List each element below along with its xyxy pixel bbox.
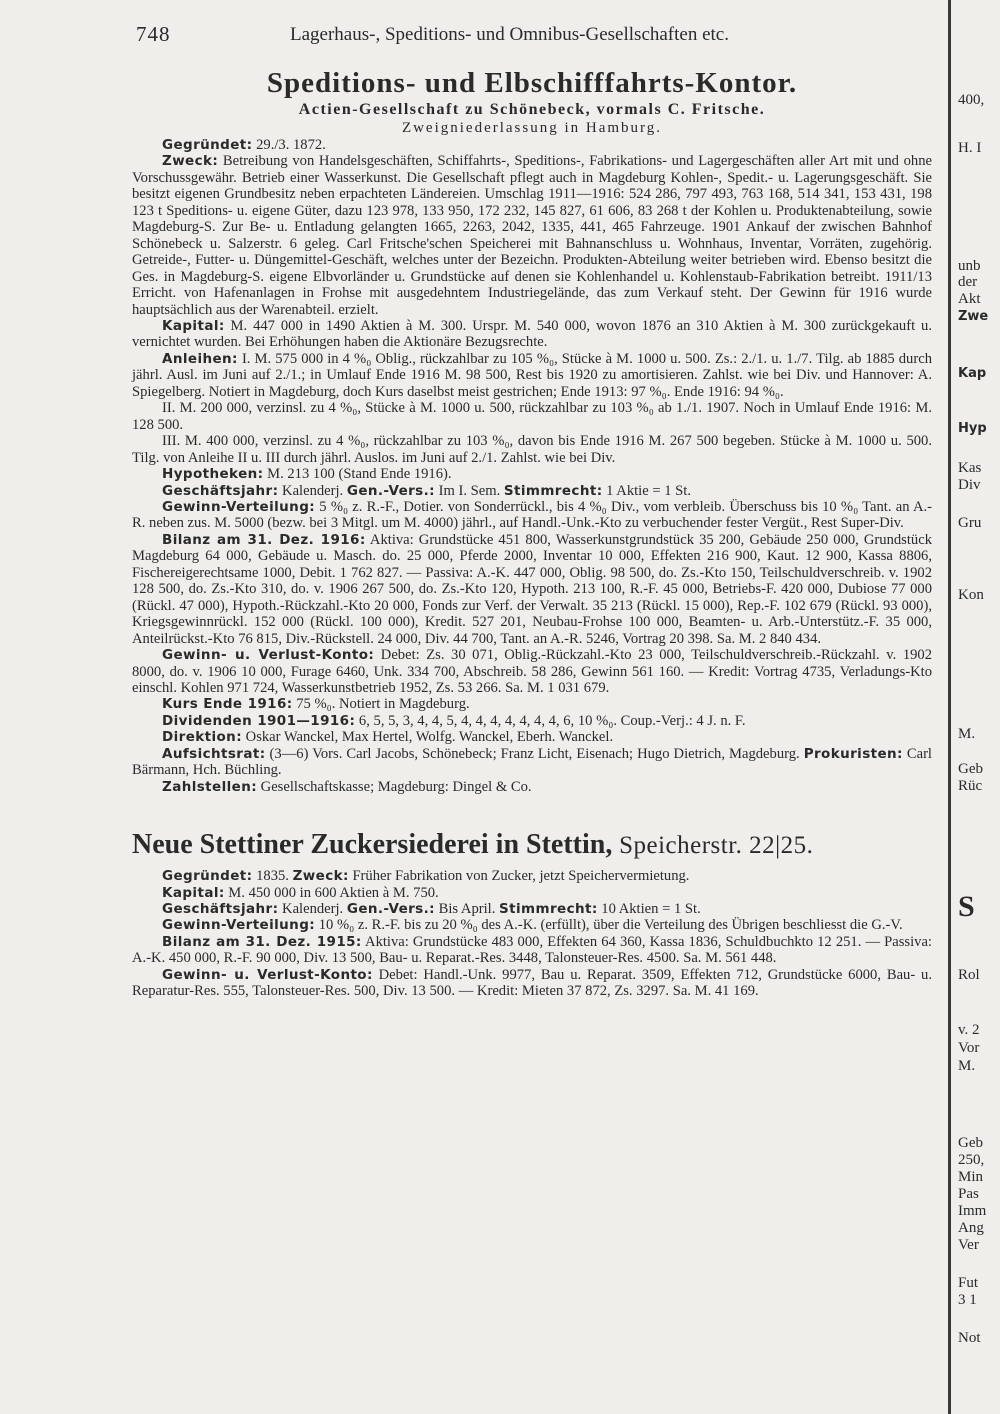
- adjacent-text-fragment: Kas: [958, 460, 982, 476]
- field-label: Kapital:: [162, 884, 225, 901]
- field-label: Hypotheken:: [162, 466, 264, 483]
- entry-paragraph: [132, 746, 932, 779]
- adjacent-text-fragment: Pas: [958, 1186, 979, 1202]
- field-text: Oskar Wanckel, Max Hertel, Wolfg. Wanckel, Eberh. Wanckel.: [242, 729, 614, 746]
- adjacent-text-fragment: Not: [958, 1330, 981, 1346]
- adjacent-text-fragment: 250,: [958, 1152, 985, 1168]
- adjacent-text-fragment: Akt: [958, 291, 981, 307]
- adjacent-text-fragment: v. 2: [958, 1022, 980, 1038]
- entry-paragraph: [132, 466, 932, 482]
- entry-paragraph: [132, 885, 932, 901]
- field-text: Aktiva: Grundstücke 483 000, Effekten 64 360, Kassa 1836, Schuldbuchkto 12 251. — Passiva: A.-K. 450 000, R.-F. 90 000, Div. 13 500, Bau- u. Reparat.-Res. 3448, Talonsteuer-Res. 4500. Sa. M. 561 448.: [132, 933, 932, 967]
- adjacent-text-fragment: Kon: [958, 587, 984, 603]
- company-entry-1: [132, 66, 932, 795]
- field-text: II. M. 200 000, verzinsl. zu 4 %₀, Stücke à M. 1000 u. 500, rückzahlbar zu 103 %₀ ab 1./1. 1907. Noch in Umlauf Ende 1916: M. 128 500.: [132, 400, 932, 433]
- adjacent-text-fragment: Div: [958, 477, 981, 493]
- field-label: Gen.-Vers.:: [346, 901, 435, 918]
- field-text: M. 213 100 (Stand Ende 1916).: [263, 466, 452, 483]
- adjacent-text-fragment: Rüc: [958, 778, 983, 794]
- adjacent-text-fragment: Zwe: [958, 309, 989, 324]
- entry-paragraph: [132, 532, 932, 647]
- field-label: Direktion:: [162, 729, 242, 746]
- entry-paragraph: [132, 153, 932, 318]
- adjacent-text-fragment: Ang: [958, 1220, 984, 1236]
- field-label: Gegründet:: [162, 868, 253, 885]
- field-label: Gewinn-Verteilung:: [162, 498, 316, 515]
- field-text: Kalenderj.: [278, 901, 347, 918]
- entry-paragraph: [132, 917, 932, 933]
- field-text: Gesellschaftskasse; Magdeburg: Dingel & Co.: [257, 778, 532, 795]
- entry-paragraph: [132, 351, 932, 400]
- adjacent-text-fragment: Min: [958, 1169, 984, 1185]
- page-number: 748: [136, 22, 171, 46]
- field-label: Anleihen:: [162, 350, 238, 367]
- entry-paragraph: [132, 967, 932, 1000]
- field-text: Früher Fabrikation von Zucker, jetzt Speichervermietung.: [348, 868, 690, 885]
- adjacent-text-fragment: Rol: [958, 967, 980, 983]
- field-text: Im I. Sem.: [434, 482, 504, 499]
- field-label: Zahlstellen:: [162, 778, 258, 795]
- entry-paragraph: [132, 696, 932, 712]
- column-divider: [948, 0, 951, 1414]
- field-label: Kurs Ende 1916:: [162, 696, 293, 713]
- company-subtitle: Actien-Gesellschaft zu Schönebeck, vormals C. Fritsche.: [298, 101, 766, 118]
- adjacent-text-fragment: M.: [958, 726, 976, 742]
- field-label: Bilanz am 31. Dez. 1915:: [162, 933, 362, 950]
- adjacent-text-fragment: Hyp: [958, 421, 987, 436]
- company-entry-2: [132, 829, 932, 1000]
- adjacent-text-fragment: der: [958, 274, 978, 290]
- entry-paragraph: [132, 868, 932, 884]
- field-label: Bilanz am 31. Dez. 1916:: [162, 531, 366, 548]
- field-label: Zweck:: [162, 153, 219, 170]
- adjacent-text-fragment: Imm: [958, 1203, 987, 1219]
- adjacent-text-fragment: 400,: [958, 92, 985, 108]
- adjacent-text-fragment: 3 1: [958, 1292, 977, 1308]
- adjacent-text-fragment: unb: [958, 258, 981, 274]
- field-label: Geschäftsjahr:: [162, 901, 279, 918]
- adjacent-page-fragment: [952, 0, 1000, 1414]
- adjacent-text-fragment: Geb: [958, 761, 983, 777]
- field-text: 1 Aktie = 1 St.: [602, 482, 692, 499]
- company-title: [132, 829, 932, 862]
- company-branch: Zweigniederlassung in Hamburg.: [401, 120, 663, 136]
- field-text: 10 %₀ z. R.-F. bis zu 20 %₀ des A.-K. (erfüllt), über die Verteilung des Übrigen beschliesst die G.-V.: [315, 917, 903, 934]
- field-text: M. 450 000 in 600 Aktien à M. 750.: [224, 884, 439, 901]
- field-text: 6, 5, 5, 3, 4, 4, 5, 4, 4, 4, 4, 4, 4, 4, 6, 10 %₀. Coup.-Verj.: 4 J. n. F.: [355, 712, 746, 729]
- field-label: Gewinn- u. Verlust-Konto:: [162, 647, 375, 664]
- adjacent-text-fragment: Gru: [958, 515, 982, 531]
- entry-paragraph: [132, 713, 932, 729]
- field-text: 1835.: [252, 868, 293, 885]
- field-text: III. M. 400 000, verzinsl. zu 4 %₀, rückzahlbar zu 103 %₀, davon bis Ende 1916 M. 267 500 begeben. Stücke à M. 1000 u. 500. Tilg. von Anleihe II u. III durch jährl. Auslos. im Juni auf 2./1. Zahlst. wie bei Div.: [132, 433, 932, 466]
- field-text: M. 447 000 in 1490 Aktien à M. 300. Urspr. M. 540 000, wovon 1876 an 310 Aktien à M. 300 zurückgekauft u. vernichtet wurden. Bei Erhöhungen haben die Aktionäre Bezugsrechte.: [132, 317, 932, 351]
- adjacent-text-fragment: Kap: [958, 366, 987, 381]
- entry-paragraph: [132, 433, 932, 466]
- field-label: Dividenden 1901—1916:: [162, 712, 356, 729]
- field-label: Zweck:: [292, 868, 349, 885]
- company-address: Speicherstr. 22|25.: [612, 832, 814, 860]
- adjacent-text-fragment: Vor: [958, 1040, 980, 1056]
- field-text: Carl Bärmann, Hch. Büchling.: [132, 745, 932, 779]
- field-label: Gegründet:: [162, 137, 253, 153]
- company-body: [132, 137, 932, 795]
- entry-paragraph: [132, 400, 932, 433]
- field-label: Geschäftsjahr:: [162, 482, 279, 499]
- field-label: Kapital:: [162, 317, 225, 334]
- adjacent-text-fragment: M.: [958, 1058, 976, 1074]
- field-text: Betreibung von Handelsgeschäften, Schiffahrts-, Speditions-, Fabrikations- und Lagergeschäften aller Art mit und ohne Vorschussgewähr. Betrieb einer Wasserkunst. Die Gesellschaft pflegt auch in Magdeburg Kohlen-, Spedit.- u. Lagerungsgeschäft. Sie besitzt eigenen Grundbesitz neben erpachteten Ländereien. Umschlag 1911—1916: 524 286, 797 493, 763 168, 514 341, 153 431, 198 123 t Speditions- u. eigene Güter, dazu 123 978, 133 950, 172 232, 145 827, 61 606, 83 268 t der Kohlen u. Produktenabteilung, sowie Magdeburg-S. Zur Be- u. Entladung gelangten 1665, 2263, 2042, 1335, 441, 465 Fahrzeuge. 1901 Ankauf der zwischen Bahnhof Schönebeck u. Salzerstr. 6 geleg. Carl Fritsche'schen Speicherei mit Bahnanschluss u. Wohnhaus, Inventar, Vorräten, zugehörig. Getreide-, Futter- u. Düngemittel-Geschäft, welches unter der Bezeichn. Produkten-Abteilung weiter betrieben wird. Ebenso besitzt die Ges. in Magdeburg-S. eigene Elbvorländer u. Grundstücke auf denen sie Kohlenhandel u. Kohlenstaub-Fabrikation betreibt. 1911/13 Erricht. von Hafenanlagen in Frohse mit ausgedehntem Industriegelände, das zum Verkauf steht. Der Gewinn für 1916 wurde hauptsächlich aus der Warenabteil. erzielt.: [132, 153, 932, 318]
- entry-paragraph: [132, 318, 932, 351]
- adjacent-text-fragment: Fut: [958, 1275, 979, 1291]
- field-label: Gewinn- u. Verlust-Konto:: [162, 966, 373, 983]
- field-text: I. M. 575 000 in 4 %₀ Oblig., rückzahlbar zu 105 %₀, Stücke à M. 1000 u. 500. Zs.: 2./1. u. 1./7. Tilg. ab 1885 durch jährl. Ausl. im Juni auf 2./1.; in Umlauf Ende 1916 M. 98 500, Rest bis 1920 zu amortisieren. Zahlst. wie bei Div. und Hannover: A. Spiegelberg. Notiert in Magdeburg, doch Kurs daselbst meist gestrichen; Ende 1913: 97 %₀. Ende 1916: 94 %₀.: [132, 350, 932, 400]
- field-text: Debet: Handl.-Unk. 9977, Bau u. Reparat. 3509, Effekten 712, Grundstücke 6000, Bau- u. Reparatur-Res. 555, Talonsteuer-Res. 500, Div. 13 500. — Kredit: Mieten 37 872, Zs. 3297. Sa. M. 41 169.: [132, 966, 932, 1000]
- field-text: (3—6) Vors. Carl Jacobs, Schönebeck; Franz Licht, Eisenach; Hugo Dietrich, Magdeburg.: [265, 745, 804, 762]
- field-text: 29./3. 1872.: [252, 137, 326, 153]
- entry-paragraph: [132, 483, 932, 499]
- adjacent-text-fragment: S: [958, 890, 975, 923]
- entry-paragraph: [132, 137, 932, 153]
- adjacent-text-fragment: Geb: [958, 1135, 983, 1151]
- field-label: Aufsichtsrat:: [162, 745, 266, 762]
- company-body: [132, 868, 932, 1000]
- field-label: Stimmrecht:: [503, 482, 603, 499]
- field-label: Gen.-Vers.:: [346, 482, 435, 499]
- adjacent-text-fragment: H. I: [958, 140, 982, 156]
- field-label: Prokuristen:: [803, 745, 903, 762]
- field-text: Kalenderj.: [278, 482, 347, 499]
- running-title: Lagerhaus-, Speditions- und Omnibus-Gesellschaften etc.: [290, 24, 729, 45]
- entry-paragraph: [132, 901, 932, 917]
- field-text: 5 %₀ z. R.-F., Dotier. von Sonderrückl., bis 4 %₀ Div., vom verbleib. Überschuss bis 10 %₀ Tant. an A.-R. neben zus. M. 5000 (bezw. bei 3 Mitgl. um M. 4000) jährl., auf Handl.-Unk.-Kto zu verbuchender fester Vergüt., Rest Super-Div.: [132, 498, 932, 532]
- company-name: Neue Stettiner Zuckersiederei in Stettin,: [132, 829, 613, 861]
- field-text: Debet: Zs. 30 071, Oblig.-Rückzahl.-Kto 23 000, Teilschuldverschreib.-Rückzahl. v. 1902 8000, do. v. 1906 10 000, Furage 6460, Unk. 334 700, Abschreib. 58 286, Gewinn 561 160. — Kredit: Vortrag 4735, Verladungs-Kto einschl. Kohlen 971 724, Wasserkunstbetrieb 1952, Zs. 53 266. Sa. M. 1 031 679.: [132, 647, 933, 696]
- main-column: [132, 66, 932, 1000]
- entry-paragraph: [132, 779, 932, 795]
- adjacent-text-fragment: Ver: [958, 1237, 979, 1253]
- field-label: Stimmrecht:: [499, 901, 598, 918]
- field-text: Aktiva: Grundstücke 451 800, Wasserkunstgrundstück 35 200, Gebäude 250 000, Grundstück Magdeburg 64 000, Gebäude u. Masch. do. 25 000, Pferde 2000, Inventar 10 000, Effekten 216 900, Kaut. 12 900, Kassa 8806, Fischereigerechtsame 1000, Debit. 1 762 827. — Passiva: A.-K. 447 000, Oblig. 98 500, do. Zs.-Kto 150, Teilschuldverschreib. v. 1902 128 500, do. Zs.-Kto 310, do. v. 1906 267 500, do. Zs.-Kto 120, Hypoth. 213 100, R.-F. 45 000, Betriebs-F. 420 000, Dubiose 77 000 (Rückl. 47 000), Hypoth.-Rückzahl.-Kto 20 000, Fonds zur Verf. der Verwalt. 35 213 (Rückl. 15 000), Rep.-F. 102 679 (Rückl. 93 000), Kriegsgewinnrückl. 152 000 (Rückl. 100 000), Kredit. 527 201, Neubau-Frohse 100 000, Beamten- u. Arb.-Unterstütz.-F. 35 000, Anteilrückst.-Kto 76 815, Div.-Rückstell. 24 000, Div. 44 700, Tant. an A.-R. 5246, Vortrag 20 398. Sa. M. 2 840 434.: [132, 531, 932, 647]
- entry-paragraph: [132, 499, 932, 532]
- field-text: 10 Aktien = 1 St.: [597, 901, 701, 918]
- field-label: Gewinn-Verteilung:: [162, 917, 316, 934]
- entry-paragraph: [132, 647, 932, 696]
- field-text: 75 %₀. Notiert in Magdeburg.: [292, 696, 470, 713]
- running-head: [130, 18, 940, 52]
- field-text: Bis April.: [434, 901, 500, 918]
- company-title: Speditions- und Elbschifffahrts-Kontor.: [266, 67, 798, 99]
- entry-paragraph: [132, 934, 932, 967]
- entry-paragraph: [132, 729, 932, 745]
